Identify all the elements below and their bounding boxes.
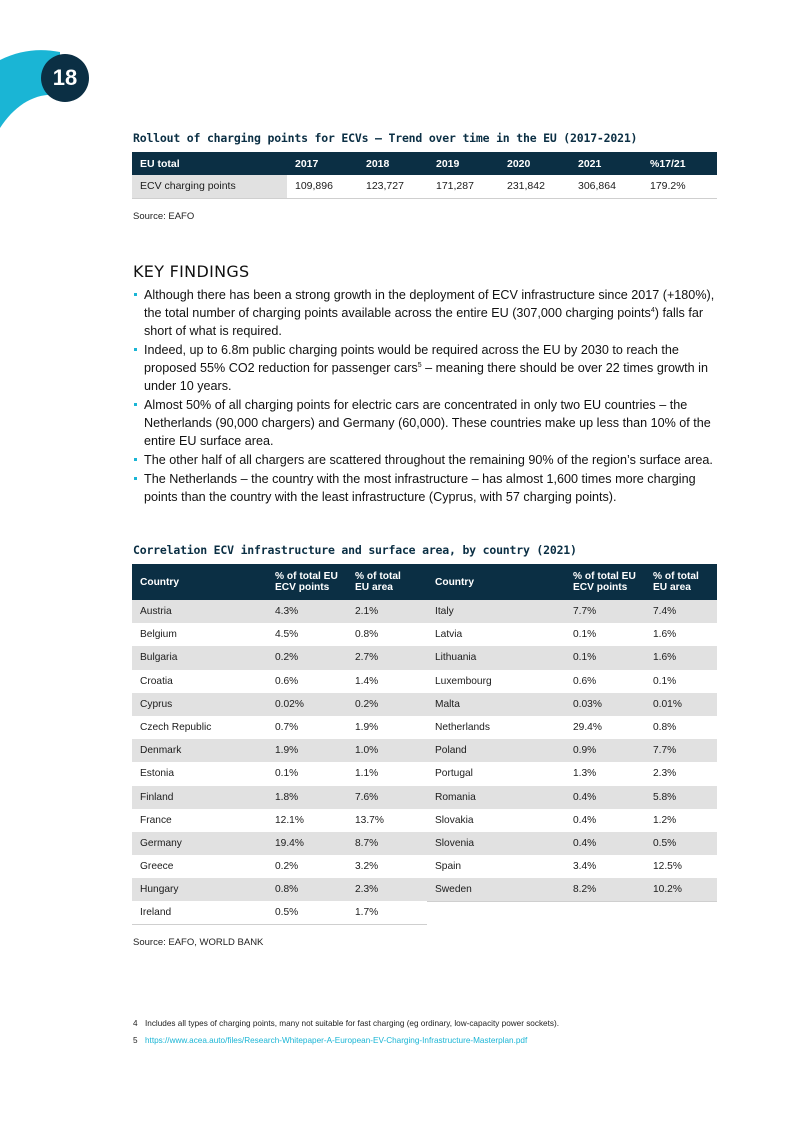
- list-item: [133, 341, 723, 395]
- area-share-cell: 0.8%: [355, 629, 379, 641]
- area-share-cell: 0.5%: [645, 832, 717, 855]
- table-row: [132, 670, 427, 693]
- table-row: [132, 623, 427, 646]
- ecv-share-cell: 0.6%: [275, 675, 299, 687]
- ecv-share-cell: 1.3%: [573, 768, 597, 780]
- area-share-cell: 1.6%: [653, 629, 677, 641]
- area-share-cell: 2.7%: [347, 646, 427, 669]
- table-header: [427, 564, 717, 600]
- list-item: [133, 286, 723, 340]
- list-item: [133, 396, 723, 450]
- list-item: [133, 451, 723, 469]
- footnote-number: 4: [133, 1019, 138, 1028]
- ecv-share-cell: 12.1%: [275, 814, 304, 826]
- ecv-share-cell: 0.4%: [565, 786, 645, 809]
- area-share-cell: 2.1%: [347, 600, 427, 623]
- header-country: Country: [132, 564, 267, 600]
- table-row: [132, 693, 427, 716]
- area-share-cell: 1.9%: [355, 722, 379, 734]
- value-growth: 179.2%: [642, 175, 717, 198]
- table-row: [132, 878, 427, 901]
- area-share-cell: 0.1%: [653, 675, 677, 687]
- rollout-table-header: [132, 152, 717, 175]
- header-line: % of total EU: [275, 571, 338, 582]
- value-2018: 123,727: [358, 175, 428, 198]
- footnote-number: 5: [133, 1036, 138, 1045]
- country-cell: Slovakia: [435, 814, 474, 826]
- ecv-share-cell: 0.9%: [565, 739, 645, 762]
- table-row: [427, 623, 717, 646]
- country-cell: Italy: [427, 600, 565, 623]
- ecv-share-cell: 0.8%: [267, 878, 347, 901]
- table-row: [132, 600, 427, 623]
- country-cell: Croatia: [140, 675, 173, 687]
- header-2021: 2021: [570, 152, 642, 175]
- table-row: [132, 901, 427, 924]
- country-cell: Greece: [140, 861, 174, 873]
- table-row: [132, 716, 427, 739]
- list-item: [133, 470, 723, 506]
- country-cell: Poland: [427, 739, 565, 762]
- ecv-share-cell: 0.2%: [275, 861, 299, 873]
- header-eu-total: EU total: [132, 152, 287, 175]
- footnote-ref: 5: [417, 362, 422, 369]
- table-row: [427, 878, 717, 901]
- table-row: [427, 832, 717, 855]
- header-2018: 2018: [358, 152, 428, 175]
- footnotes: [133, 1019, 559, 1053]
- ecv-share-cell: 0.03%: [565, 693, 645, 716]
- area-share-cell: 8.7%: [347, 832, 427, 855]
- value-2017: 109,896: [287, 175, 358, 198]
- area-share-cell: 12.5%: [653, 861, 682, 873]
- area-share-cell: 1.6%: [645, 646, 717, 669]
- footnote: [133, 1019, 559, 1028]
- country-cell: Czech Republic: [140, 722, 212, 734]
- area-share-cell: 0.01%: [645, 693, 717, 716]
- table-row: [132, 739, 427, 762]
- table-row: [427, 739, 717, 762]
- ecv-share-cell: 0.7%: [275, 722, 299, 734]
- header-area-share: [645, 564, 717, 600]
- value-2019: 171,287: [428, 175, 499, 198]
- ecv-share-cell: 4.3%: [267, 600, 347, 623]
- ecv-share-cell: 1.9%: [267, 739, 347, 762]
- area-share-cell: 7.4%: [645, 600, 717, 623]
- finding-text: The Netherlands – the country with the most infrastructure – has almost 1,600 times more charging points than the country with the least infrastructure (Cyprus, with 57 charging points).: [144, 472, 696, 504]
- header-ecv-share: [565, 564, 645, 600]
- header-line: EU area: [355, 582, 393, 593]
- ecv-share-cell: 0.4%: [565, 832, 645, 855]
- area-share-cell: 2.3%: [653, 768, 677, 780]
- key-findings-list: [133, 286, 723, 507]
- table1-title: Rollout of charging points for ECVs – Trend over time in the EU (2017-2021): [133, 131, 638, 145]
- area-share-cell: 1.2%: [653, 814, 677, 826]
- country-cell: Bulgaria: [132, 646, 267, 669]
- correlation-table-right: [427, 564, 717, 902]
- country-cell: Romania: [427, 786, 565, 809]
- area-share-cell: 7.6%: [347, 786, 427, 809]
- table-row: [427, 716, 717, 739]
- country-cell: Cyprus: [132, 693, 267, 716]
- ecv-share-cell: 0.1%: [565, 646, 645, 669]
- table-row: [427, 762, 717, 785]
- header-2017: 2017: [287, 152, 358, 175]
- area-share-cell: 0.8%: [653, 722, 677, 734]
- ecv-share-cell: 0.2%: [267, 646, 347, 669]
- ecv-share-cell: 0.02%: [267, 693, 347, 716]
- ecv-share-cell: 0.1%: [573, 629, 597, 641]
- ecv-share-cell: 0.1%: [275, 768, 299, 780]
- ecv-share-cell: 3.4%: [573, 861, 597, 873]
- header-ecv-share: [267, 564, 347, 600]
- header-area-share: [347, 564, 427, 600]
- table-header: [132, 564, 427, 600]
- finding-text: Indeed, up to 6.8m public charging points would be required across the EU by 2030 to reach the proposed 55% CO2 reduction for passenger cars: [144, 343, 679, 375]
- key-findings-title: KEY FINDINGS: [133, 262, 250, 281]
- area-share-cell: 1.0%: [347, 739, 427, 762]
- table-row: [132, 762, 427, 785]
- table-row: [132, 786, 427, 809]
- country-cell: Sweden: [427, 878, 565, 901]
- table2-source: Source: EAFO, WORLD BANK: [133, 937, 264, 948]
- footnote-link[interactable]: https://www.acea.auto/files/Research-Whitepaper-A-European-EV-Charging-Infrastructure-Masterplan.pdf: [145, 1036, 528, 1045]
- header-line: ECV points: [573, 582, 628, 593]
- ecv-share-cell: 19.4%: [267, 832, 347, 855]
- correlation-table: [132, 564, 717, 928]
- finding-text-tail: ) falls far short of what is required.: [144, 306, 704, 338]
- table-row: [427, 670, 717, 693]
- area-share-cell: 0.2%: [347, 693, 427, 716]
- header-line: % of total: [653, 571, 699, 582]
- area-share-cell: 13.7%: [355, 814, 384, 826]
- ecv-share-cell: 1.8%: [267, 786, 347, 809]
- table-row: [132, 855, 427, 878]
- correlation-table-left: [132, 564, 427, 925]
- country-cell: Lithuania: [427, 646, 565, 669]
- country-cell: Latvia: [435, 629, 463, 641]
- ecv-share-cell: 4.5%: [275, 629, 299, 641]
- finding-text-tail: – meaning there should be over 22 times growth in under 10 years.: [144, 361, 708, 393]
- table2-title: Correlation ECV infrastructure and surface area, by country (2021): [133, 543, 577, 557]
- area-share-cell: 7.7%: [645, 739, 717, 762]
- country-cell: Slovenia: [427, 832, 565, 855]
- ecv-share-cell: 0.5%: [267, 901, 347, 924]
- table-row: [427, 855, 717, 878]
- area-share-cell: 3.2%: [355, 861, 379, 873]
- table-row: [427, 646, 717, 669]
- country-cell: France: [140, 814, 172, 826]
- ecv-share-cell: 0.6%: [573, 675, 597, 687]
- country-cell: Hungary: [132, 878, 267, 901]
- country-cell: Estonia: [140, 768, 174, 780]
- header-line: EU area: [653, 582, 691, 593]
- area-share-cell: 1.7%: [347, 901, 427, 924]
- country-cell: Finland: [132, 786, 267, 809]
- table-row: [132, 175, 717, 198]
- area-share-cell: 10.2%: [645, 878, 717, 901]
- finding-text: The other half of all chargers are scattered throughout the remaining 90% of the region’s surface area.: [144, 453, 713, 467]
- table1-source: Source: EAFO: [133, 211, 195, 222]
- country-cell: Austria: [132, 600, 267, 623]
- header-2020: 2020: [499, 152, 570, 175]
- value-2020: 231,842: [499, 175, 570, 198]
- footnote-ref: 4: [650, 307, 655, 314]
- table-row: [132, 646, 427, 669]
- country-cell: Malta: [427, 693, 565, 716]
- area-share-cell: 2.3%: [347, 878, 427, 901]
- page-number: 18: [41, 54, 89, 102]
- country-cell: Luxembourg: [435, 675, 492, 687]
- header-growth: %17/21: [642, 152, 717, 175]
- ecv-share-cell: 8.2%: [565, 878, 645, 901]
- ecv-share-cell: 29.4%: [573, 722, 602, 734]
- country-cell: Ireland: [132, 901, 267, 924]
- country-cell: Netherlands: [435, 722, 490, 734]
- ecv-share-cell: 0.4%: [573, 814, 597, 826]
- table-row: [132, 832, 427, 855]
- table-row: [427, 693, 717, 716]
- country-cell: Germany: [132, 832, 267, 855]
- area-share-cell: 1.4%: [355, 675, 379, 687]
- country-cell: Denmark: [132, 739, 267, 762]
- country-cell: Spain: [435, 861, 462, 873]
- header-2019: 2019: [428, 152, 499, 175]
- finding-text: Although there has been a strong growth in the deployment of ECV infrastructure since 2017 (+180%), the total number of charging points available across the entire EU (307,000 charging points: [144, 288, 715, 320]
- header-line: % of total EU: [573, 571, 636, 582]
- header-line: ECV points: [275, 582, 330, 593]
- ecv-share-cell: 7.7%: [565, 600, 645, 623]
- row-label: ECV charging points: [132, 175, 287, 198]
- header-line: % of total: [355, 571, 401, 582]
- table-row: [132, 809, 427, 832]
- area-share-cell: 5.8%: [645, 786, 717, 809]
- table-row: [427, 809, 717, 832]
- header-country: Country: [427, 564, 565, 600]
- rollout-table: [132, 152, 717, 199]
- table-row: [427, 786, 717, 809]
- footnote: [133, 1036, 559, 1045]
- area-share-cell: 1.1%: [355, 768, 379, 780]
- table-row: [427, 600, 717, 623]
- finding-text: Almost 50% of all charging points for electric cars are concentrated in only two EU countries – the Netherlands (90,000 chargers) and Germany (60,000). These countries make up less than 10% of the entire EU surface area.: [144, 398, 711, 448]
- footnote-text: Includes all types of charging points, many not suitable for fast charging (eg ordinary, low-capacity power sockets).: [145, 1019, 559, 1028]
- country-cell: Portugal: [435, 768, 473, 780]
- value-2021: 306,864: [570, 175, 642, 198]
- country-cell: Belgium: [140, 629, 177, 641]
